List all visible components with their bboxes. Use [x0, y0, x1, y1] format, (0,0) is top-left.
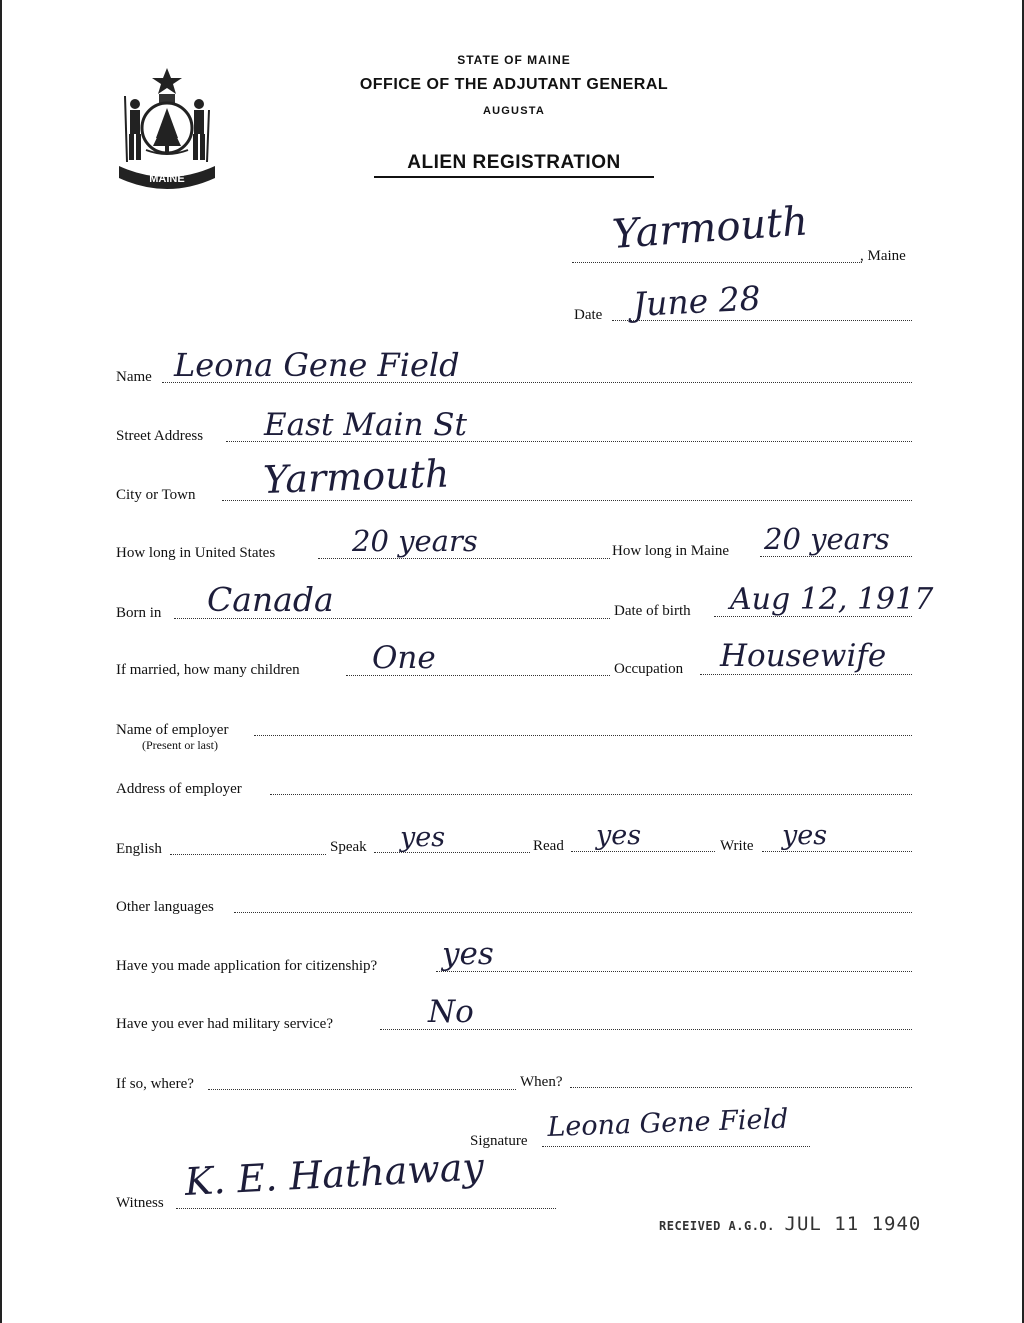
dob-value: Aug 12, 1917	[730, 582, 934, 617]
maine-state-seal-icon	[115, 66, 219, 192]
write-label: Write	[720, 838, 754, 854]
when-line	[570, 1087, 912, 1088]
english-line	[170, 854, 326, 855]
occupation-line	[700, 674, 912, 675]
state-label: , Maine	[860, 248, 906, 264]
where-label: If so, where?	[116, 1076, 194, 1092]
city-line	[222, 500, 912, 501]
employer-address-line	[270, 794, 912, 795]
write-value: yes	[782, 820, 828, 851]
where-line	[208, 1089, 516, 1090]
children-value: One	[372, 640, 436, 676]
citizenship-label: Have you made application for citizenship?	[116, 958, 378, 974]
signature-value: Leona Gene Field	[546, 1103, 789, 1143]
other-languages-line	[234, 912, 912, 913]
signature-label: Signature	[470, 1133, 528, 1149]
form-title: ALIEN REGISTRATION	[374, 152, 654, 178]
birthplace-label: Born in	[116, 605, 162, 621]
street-value: East Main St	[264, 407, 467, 443]
name-label: Name	[116, 369, 152, 385]
maine-duration-line	[760, 556, 912, 557]
maine-duration-value: 20 years	[764, 522, 890, 556]
read-value: yes	[596, 820, 642, 851]
state-heading: STATE OF MAINE	[457, 53, 571, 67]
signature-line	[542, 1146, 810, 1147]
maine-duration-label: How long in Maine	[612, 543, 730, 559]
military-value: No	[428, 994, 474, 1030]
name-value: Leona Gene Field	[174, 346, 460, 384]
date-value: June 28	[631, 278, 762, 324]
write-line	[762, 851, 912, 852]
received-stamp	[659, 1213, 921, 1235]
svg-text:MAINE: MAINE	[149, 173, 185, 185]
speak-line	[374, 852, 530, 853]
citizenship-value: yes	[442, 936, 494, 972]
speak-value: yes	[400, 822, 446, 853]
occupation-value: Housewife	[720, 638, 887, 674]
citizenship-line	[436, 971, 912, 972]
employer-label: Name of employer	[116, 722, 229, 738]
office-heading: OFFICE OF THE ADJUTANT GENERAL	[359, 76, 669, 93]
stamp-received-text: RECEIVED A.G.O.	[659, 1219, 775, 1233]
city-heading: AUGUSTA	[483, 105, 545, 117]
city-label: City or Town	[116, 487, 196, 503]
other-languages-label: Other languages	[116, 899, 214, 915]
us-duration-line	[318, 558, 610, 559]
when-label: When?	[520, 1074, 563, 1090]
city-value: Yarmouth	[262, 451, 450, 502]
english-label: English	[116, 841, 162, 857]
speak-label: Speak	[330, 839, 367, 855]
town-line	[572, 262, 862, 263]
employer-sublabel: (Present or last)	[142, 738, 218, 752]
military-label: Have you ever had military service?	[116, 1016, 333, 1032]
occupation-label: Occupation	[614, 661, 684, 677]
dob-label: Date of birth	[614, 603, 691, 619]
witness-line	[176, 1208, 556, 1209]
date-label: Date	[574, 307, 603, 323]
witness-label: Witness	[116, 1195, 164, 1211]
children-label: If married, how many children	[116, 662, 300, 678]
employer-line	[254, 735, 912, 736]
us-duration-value: 20 years	[352, 524, 478, 558]
read-line	[571, 851, 715, 852]
birthplace-value: Canada	[207, 580, 334, 619]
us-duration-label: How long in United States	[116, 545, 276, 561]
town-value: Yarmouth	[610, 198, 810, 258]
read-label: Read	[533, 838, 564, 854]
employer-address-label: Address of employer	[116, 781, 242, 797]
street-label: Street Address	[116, 428, 204, 444]
stamp-date-text: JUL 11 1940	[784, 1213, 922, 1235]
witness-value: K. E. Hathaway	[183, 1144, 485, 1204]
